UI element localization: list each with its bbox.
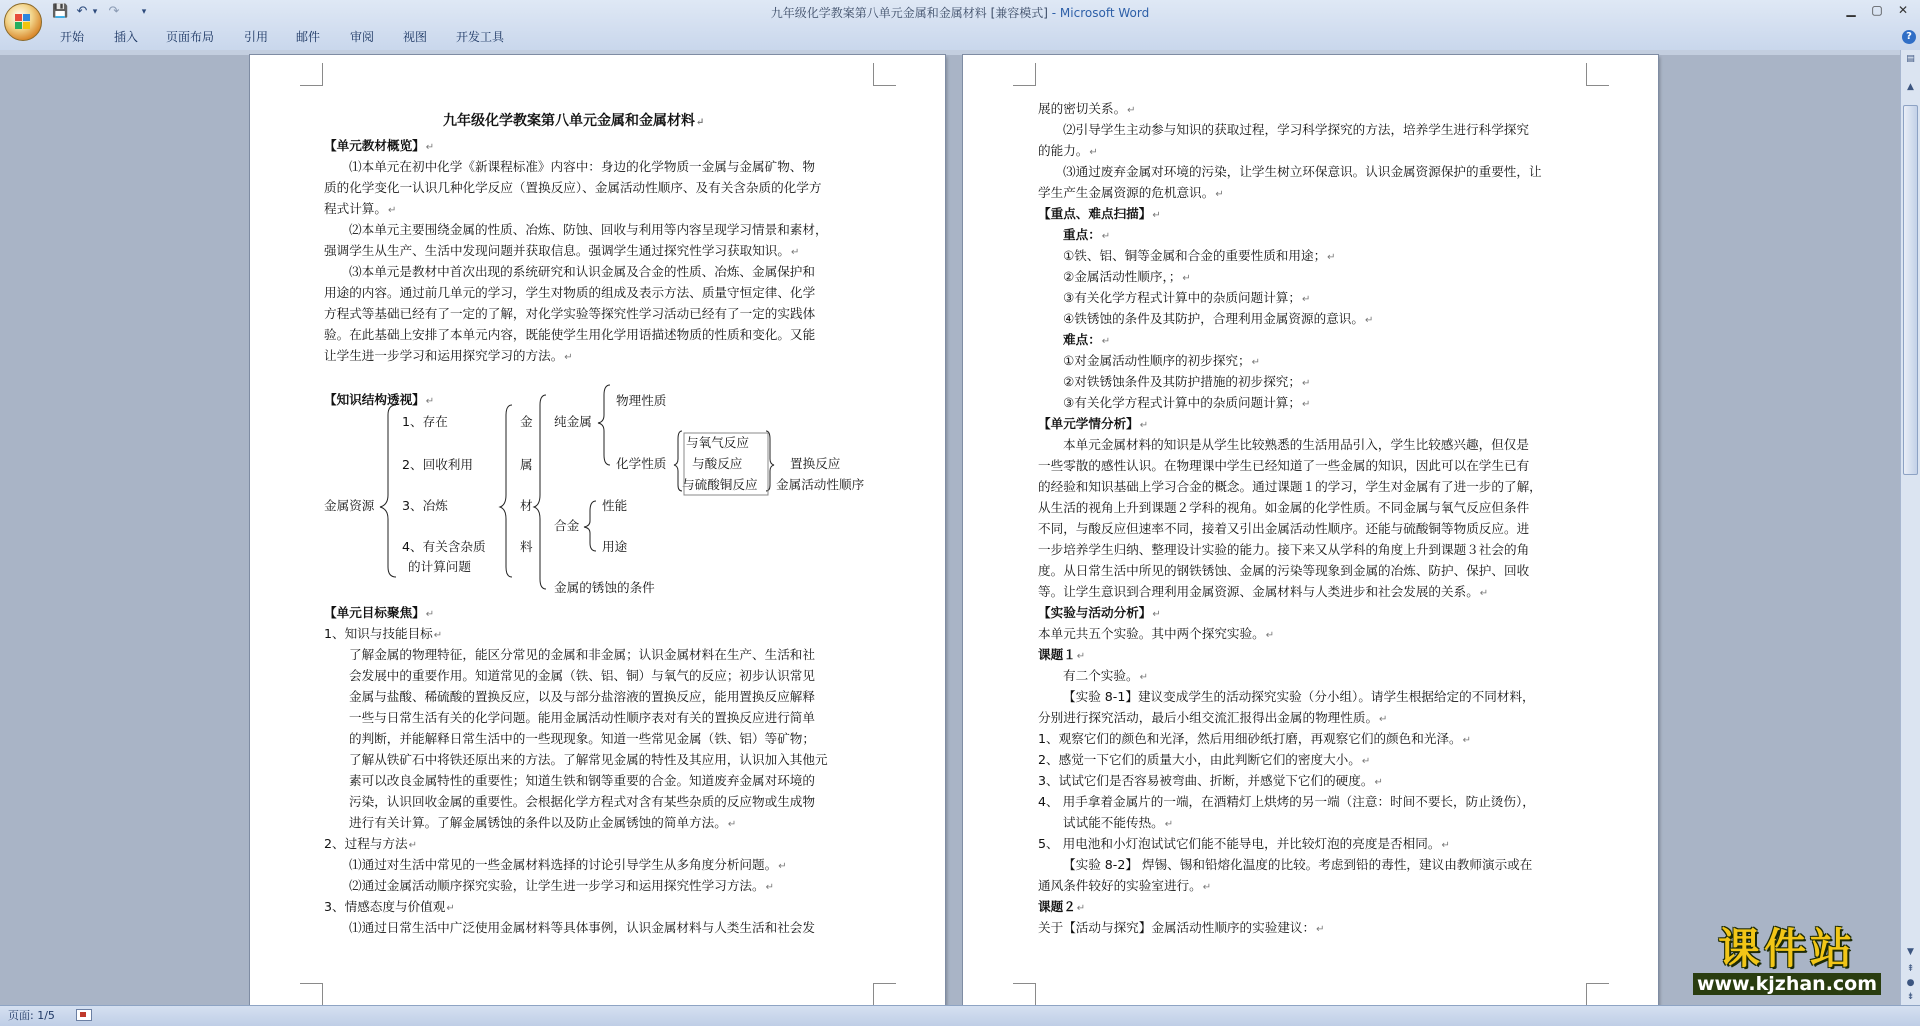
help-icon[interactable]: ? — [1902, 30, 1916, 44]
document-line: 金属与盐酸、稀硫酸的置换反应，以及与部分盐溶液的置换反应，能用置换反应解释 — [349, 689, 815, 704]
diagram-root: 金属资源 — [324, 498, 375, 513]
customize-quick-access-icon[interactable]: ▾ — [141, 7, 147, 17]
document-line: 2、过程与方法↵ — [324, 836, 417, 851]
diagram-reaction: 与酸反应 — [692, 456, 743, 471]
diagram-heading: 【知识结构透视】↵ — [324, 392, 435, 407]
window-title — [0, 4, 1920, 21]
diagram-branch: 4、有关含杂质 — [402, 539, 486, 554]
document-line: 了解从铁矿石中将铁还原出来的方法。了解常见金属的特性及其应用，认识加入其他元 — [349, 752, 828, 767]
diagram-reaction: 与氧气反应 — [686, 435, 749, 450]
document-line: 5、 用电池和小灯泡试试它们能不能导电，并比较灯泡的亮度是否相同。↵ — [1038, 836, 1450, 851]
document-line: 一些零散的感性认识。在物理课中学生已经知道了一些金属的知识，因此可以在学生已有 — [1038, 458, 1530, 473]
document-line: 素可以改良金属特性的重要性；知道生铁和钢等重要的合金。知道废弃金属对环境的 — [349, 773, 815, 788]
document-line: 程式计算。↵ — [324, 201, 397, 216]
page-indicator[interactable]: 页面: 1/5 — [8, 1009, 55, 1022]
document-line: 重点：↵ — [1063, 227, 1111, 242]
document-line: 【实验与活动分析】↵ — [1038, 605, 1161, 620]
tab-review[interactable]: 审阅 — [350, 30, 375, 44]
document-line: 展的密切关系。↵ — [1038, 101, 1136, 116]
document-line: 分别进行探究活动，最后小组交流汇报得出金属的物理性质。↵ — [1038, 710, 1388, 725]
document-line: 验。在此基础上安排了本单元内容，既能使学生用化学用语描述物质的性质和变化。又能 — [324, 327, 816, 342]
diagram-displacement-reaction: 置换反应 — [790, 456, 841, 471]
previous-page-icon[interactable]: ⇞ — [1906, 964, 1915, 974]
title-bar — [0, 0, 1920, 51]
document-line: 的判断，并能解释日常生活中的一些现现象。知道一些常见金属（铁、铝）等矿物； — [349, 731, 815, 746]
vertical-scrollbar[interactable] — [1900, 50, 1920, 1005]
watermark-url: www.kjzhan.com — [1693, 973, 1881, 995]
scroll-down-icon[interactable]: ▼ — [1907, 947, 1914, 957]
tab-developer[interactable]: 开发工具 — [456, 30, 505, 44]
document-line: 的经验和知识基础上学习合金的概念。通过课题１的学习，学生对金属有了进一步的了解， — [1038, 479, 1542, 494]
document-line: ②金属活动性顺序，；↵ — [1063, 269, 1191, 284]
document-line: 【单元教材概览】↵ — [324, 138, 435, 153]
diagram-activity-series: 金属活动性顺序 — [776, 477, 865, 492]
document-line: 从生活的视角上升到课题２学科的视角。如金属的化学性质。不同金属与氧气反应但条件 — [1038, 500, 1530, 515]
document-line: 会发展中的重要作用。知道常见的金属（铁、铝、铜）与氧气的反应；初步认识常见 — [349, 668, 815, 683]
document-line: 课题２↵ — [1038, 899, 1086, 914]
diagram-branch: 2、回收利用 — [402, 457, 473, 472]
tab-insert[interactable]: 插入 — [114, 30, 139, 44]
document-line: 质的化学变化一认识几种化学反应（置换反应）、金属活动性顺序、及有关含杂质的化学方 — [324, 180, 822, 195]
document-page-1[interactable] — [250, 55, 945, 1010]
document-line: 一些与日常生活有关的化学问题。能用金属活动性顺序表对有关的置换反应进行简单 — [349, 710, 815, 725]
document-line: 不同，与酸反应但速率不同，接着又引出金属活动性顺序。还能与硫酸铜等物质反应。进 — [1038, 521, 1530, 536]
diagram-metal-char: 属 — [520, 457, 533, 472]
undo-dropdown-icon[interactable]: ▾ — [92, 7, 98, 17]
document-heading: 九年级化学教案第八单元金属和金属材料↵ — [443, 113, 705, 129]
document-line: ⑵通过金属活动顺序探究实验，让学生进一步学习和运用探究性学习方法。↵ — [349, 878, 774, 893]
status-bar — [0, 1005, 1920, 1026]
close-button[interactable]: ✕ — [1897, 3, 1909, 17]
document-page-2[interactable] — [963, 55, 1658, 1010]
watermark-logo — [1672, 925, 1902, 995]
diagram-alloy: 合金 — [554, 518, 580, 533]
document-line: 【单元学情分析】↵ — [1038, 416, 1149, 431]
watermark-title: 课件站 — [1717, 924, 1856, 973]
document-line: 强调学生从生产、生活中发现问题并获取信息。强调学生通过探究性学习获取知识。↵ — [324, 243, 800, 258]
tab-references[interactable]: 引用 — [244, 30, 269, 44]
document-line: 方程式等基础已经有了一定的了解，对化学实验等探究性学习活动已经有了一定的实践体 — [324, 306, 816, 321]
scrollbar-thumb[interactable] — [1903, 105, 1918, 475]
document-line: ⑴本单元在初中化学《新课程标准》内容中：身边的化学物质一金属与金属矿物、物 — [349, 159, 815, 174]
document-line: 【重点、难点扫描】↵ — [1038, 206, 1161, 221]
tab-home[interactable]: 开始 — [60, 30, 85, 44]
diagram-physical-properties: 物理性质 — [616, 393, 667, 408]
document-line: ⑵本单元主要围绕金属的性质、冶炼、防蚀、回收与利用等内容呈现学习情景和素材， — [349, 222, 828, 237]
diagram-pure-metal: 纯金属 — [554, 414, 592, 429]
document-line: 本单元共五个实验。其中两个探究实验。↵ — [1038, 626, 1275, 641]
document-line: ③有关化学方程式计算中的杂质问题计算；↵ — [1063, 290, 1311, 305]
document-line: 3、情感态度与价值观↵ — [324, 899, 455, 914]
document-line: 1、观察它们的颜色和光泽，然后用细砂纸打磨，再观察它们的颜色和光泽。↵ — [1038, 731, 1471, 746]
diagram-alloy-item: 性能 — [602, 498, 628, 513]
diagram-rust-conditions: 金属的锈蚀的条件 — [554, 580, 655, 595]
document-line: 4、 用手拿着金属片的一端，在酒精灯上烘烤的另一端（注意：时间不要长，防止烫伤）， — [1038, 794, 1535, 809]
document-line: 了解金属的物理特征，能区分常见的金属和非金属；认识金属材料在生产、生活和社 — [349, 647, 815, 662]
document-line: 一步培养学生归纳、整理设计实验的能力。接下来又从学科的角度上升到课题３社会的角 — [1038, 542, 1530, 557]
document-line: ⑴通过对生活中常见的一些金属材料选择的讨论引导学生从多角度分析问题。↵ — [349, 857, 787, 872]
document-line: 进行有关计算。了解金属锈蚀的条件以及防止金属锈蚀的简单方法。↵ — [349, 815, 737, 830]
document-line: 难点：↵ — [1063, 332, 1111, 347]
document-line: 【实验 8-1】建议变成学生的活动探究实验（分小组）。请学生根据给定的不同材料， — [1063, 689, 1535, 704]
macro-record-icon[interactable] — [76, 1009, 92, 1021]
document-line: 让学生进一步学习和运用探究学习的方法。↵ — [324, 348, 573, 363]
undo-icon[interactable]: ↶ — [76, 4, 88, 19]
diagram-metal-char: 金 — [520, 414, 533, 429]
diagram-branch: 的计算问题 — [408, 559, 471, 574]
redo-icon[interactable]: ↷ — [108, 4, 120, 19]
document-line: ①铁、铝、铜等金属和合金的重要性质和用途；↵ — [1063, 248, 1336, 263]
document-line: 课题１↵ — [1038, 647, 1086, 662]
document-line: ①对金属活动性顺序的初步探究；↵ — [1063, 353, 1260, 368]
diagram-branch: 3、冶炼 — [402, 498, 448, 513]
document-line: 学生产生金属资源的危机意识。↵ — [1038, 185, 1224, 200]
browse-object-icon[interactable]: ● — [1906, 978, 1915, 988]
diagram-braces — [250, 55, 945, 655]
diagram-alloy-item: 用途 — [602, 539, 628, 554]
app-name: - Microsoft Word — [1047, 6, 1150, 20]
document-line: 通风条件较好的实验室进行。↵ — [1038, 878, 1212, 893]
document-line: 等。让学生意识到合理利用金属资源、金属材料与人类进步和社会发展的关系。↵ — [1038, 584, 1489, 599]
document-line: ⑶通过废弃金属对环境的污染，让学生树立环保意识。认识金属资源保护的重要性，让 — [1063, 164, 1542, 179]
tab-mailings[interactable]: 邮件 — [296, 30, 321, 44]
document-line: 度。从日常生活中所见的钢铁锈蚀、金属的污染等现象到金属的冶炼、防护、保护、回收 — [1038, 563, 1530, 578]
document-line: 用途的内容。通过前几单元的学习，学生对物质的组成及表示方法、质量守恒定律、化学 — [324, 285, 816, 300]
document-line: 【实验 8-2】 焊锡、锡和铅熔化温度的比较。考虑到铅的毒性，建议由教师演示或在 — [1063, 857, 1533, 872]
document-line: ②对铁锈蚀条件及其防护措施的初步探究；↵ — [1063, 374, 1311, 389]
save-icon[interactable]: 💾 — [52, 4, 69, 19]
minimize-button[interactable]: ▁ — [1846, 3, 1856, 17]
diagram-chemical-properties: 化学性质 — [616, 456, 667, 471]
document-line: 3、试试它们是否容易被弯曲、折断，并感觉下它们的硬度。↵ — [1038, 773, 1383, 788]
document-line: 2、感觉一下它们的质量大小，由此判断它们的密度大小。↵ — [1038, 752, 1371, 767]
document-title: 九年级化学教案第八单元金属和金属材料 [兼容模式] — [770, 6, 1048, 20]
document-line: ⑶本单元是教材中首次出现的系统研究和认识金属及合金的性质、冶炼、金属保护和 — [349, 264, 815, 279]
document-line: 本单元金属材料的知识是从学生比较熟悉的生活用品引入，学生比较感兴趣，但仅是 — [1063, 437, 1529, 452]
next-page-icon[interactable]: ⇟ — [1906, 992, 1915, 1002]
diagram-metal-char: 料 — [520, 539, 533, 554]
document-line: 【单元目标聚焦】↵ — [324, 605, 435, 620]
ruler-toggle-icon[interactable]: ▤ — [1906, 54, 1915, 64]
diagram-reaction: 与硫酸铜反应 — [682, 477, 758, 492]
document-line: 的能力。↵ — [1038, 143, 1098, 158]
document-line: ④铁锈蚀的条件及其防护，合理利用金属资源的意识。↵ — [1063, 311, 1374, 326]
document-line: ⑴通过日常生活中广泛使用金属材料等具体事例，认识金属材料与人类生活和社会发 — [349, 920, 815, 935]
document-line: 1、知识与技能目标↵ — [324, 626, 443, 641]
tab-page-layout[interactable]: 页面布局 — [166, 30, 215, 44]
document-line: ⑵引导学生主动参与知识的获取过程，学习科学探究的方法，培养学生进行科学探究 — [1063, 122, 1529, 137]
diagram-branch: 1、存在 — [402, 414, 448, 429]
tab-view[interactable]: 视图 — [403, 30, 428, 44]
scroll-up-icon[interactable]: ▲ — [1907, 82, 1914, 92]
document-line: 关于【活动与探究】金属活动性顺序的实验建议：↵ — [1038, 920, 1325, 935]
document-line: 试试能不能传热。↵ — [1063, 815, 1174, 830]
document-line: 有二个实验。↵ — [1063, 668, 1148, 683]
diagram-metal-char: 材 — [520, 498, 533, 513]
document-line: ③有关化学方程式计算中的杂质问题计算；↵ — [1063, 395, 1311, 410]
maximize-button[interactable]: ▢ — [1871, 3, 1883, 17]
document-line: 污染，认识回收金属的重要性。会根据化学方程式对含有某些杂质的反应物或生成物 — [349, 794, 815, 809]
